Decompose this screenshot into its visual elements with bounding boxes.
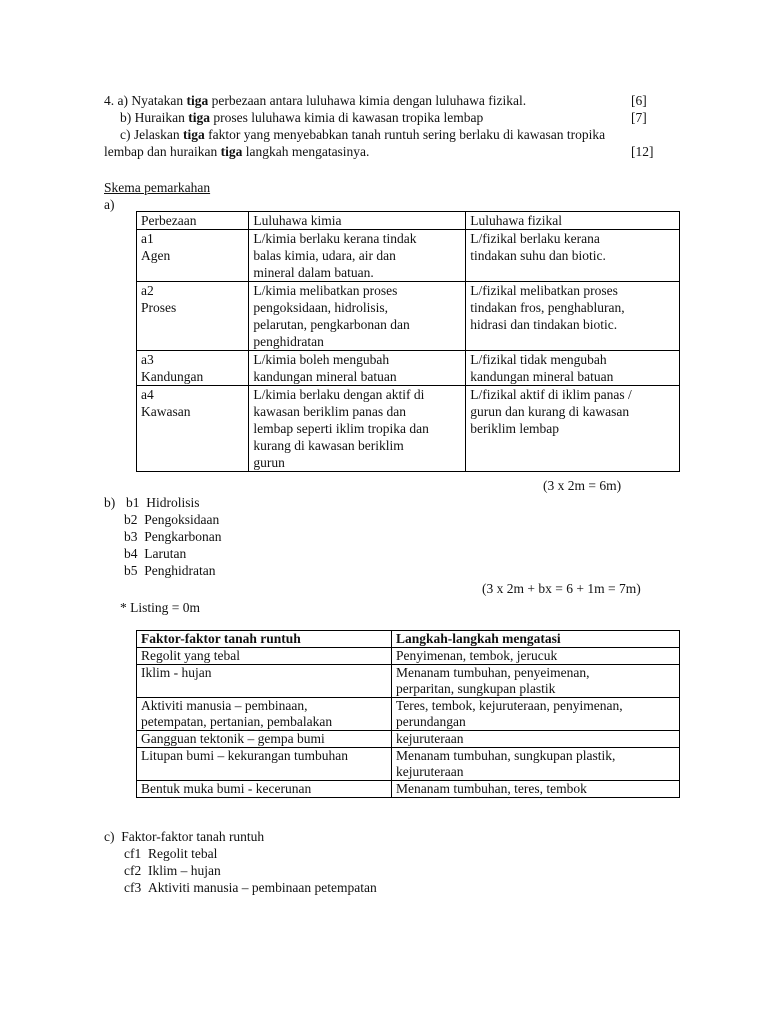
header-langkah: Langkah-langkah mengatasi — [392, 631, 680, 648]
cell-factor — [137, 781, 392, 798]
question-b-text: proses luluhawa kimia di kawasan tropika lembap — [209, 110, 484, 125]
cell-line: L/kimia melibatkan proses — [253, 283, 398, 298]
question-c-marks: [12] — [631, 144, 654, 159]
part-c-heading — [104, 828, 264, 845]
question-c-line2-text: langkah mengatasinya. — [242, 144, 370, 159]
cell-factor — [137, 731, 392, 748]
cell-line: tindakan fros, penghabluran, — [470, 300, 625, 315]
table-row — [137, 748, 680, 781]
cell-line: perundangan — [396, 714, 466, 729]
list-item — [126, 494, 200, 511]
question-b-marks: [7] — [631, 110, 647, 125]
part-b-label: b) — [104, 495, 116, 510]
cell-line: L/fizikal aktif di iklim panas / — [470, 387, 632, 402]
item-code: b1 — [126, 495, 140, 510]
question-b-prefix: b) Huraikan — [120, 110, 189, 125]
header-faktor: Faktor-faktor tanah runtuh — [137, 631, 392, 648]
cell-line: tindakan suhu dan biotic. — [470, 248, 606, 263]
cell-line: Menanam tumbuhan, teres, tembok — [396, 781, 587, 796]
cell-factor — [137, 648, 392, 665]
item-text: Iklim – hujan — [148, 863, 221, 878]
cell-line: penghidratan — [253, 334, 324, 349]
table-row — [137, 648, 680, 665]
item-code: b4 — [124, 546, 138, 561]
cell-line: pengoksidaan, hidrolisis, — [253, 300, 389, 315]
question-c-line2-prefix: lembap dan huraikan — [104, 144, 221, 159]
cell-line: L/kimia boleh mengubah — [253, 352, 390, 367]
cell-steps — [392, 748, 680, 781]
cell-line: kejuruteraan — [396, 731, 464, 746]
item-code: cf3 — [124, 880, 142, 895]
cell-kimia — [249, 386, 466, 472]
weathering-comparison-table — [136, 211, 680, 472]
list-item — [124, 545, 186, 562]
scheme-heading: Skema pemarkahan — [104, 180, 211, 195]
question-a-text: perbezaan antara luluhawa kimia dengan luluhawa fizikal. — [208, 93, 527, 108]
cell-line: Gangguan tektonik – gempa bumi — [141, 731, 325, 746]
row-code: a2 — [141, 283, 154, 298]
cell-line: Teres, tembok, kejuruteraan, penyimenan, — [396, 698, 623, 713]
item-text: Pengkarbonan — [144, 529, 222, 544]
table-header-row — [137, 212, 680, 230]
cell-line: balas kimia, udara, air dan — [253, 248, 396, 263]
cell-line: L/fizikal berlaku kerana — [470, 231, 600, 246]
list-item — [124, 562, 215, 579]
question-c-bold: tiga — [182, 127, 205, 142]
question-c-text: faktor yang menyebabkan tanah runtuh sering berlaku di kawasan tropika — [204, 127, 606, 142]
cell-line: hidrasi dan tindakan biotic. — [470, 317, 618, 332]
row-label — [137, 351, 249, 386]
row-code: a3 — [141, 352, 154, 367]
table-row — [137, 781, 680, 798]
cell-line: Regolit yang tebal — [141, 648, 240, 663]
item-text: Pengoksidaan — [144, 512, 220, 527]
cell-factor — [137, 748, 392, 781]
question-c-line2-bold: tiga — [220, 144, 243, 159]
cell-line: L/fizikal tidak mengubah — [470, 352, 607, 367]
cell-kimia — [249, 230, 466, 282]
question-b — [120, 109, 483, 126]
row-name: Agen — [141, 248, 171, 263]
part-a-label: a) — [104, 197, 115, 212]
cell-line: kejuruteraan — [396, 764, 464, 779]
cell-line: Litupan bumi – kekurangan tumbuhan — [141, 748, 348, 763]
cell-line: Bentuk muka bumi - kecerunan — [141, 781, 312, 796]
table-row — [137, 386, 680, 472]
item-text: Penghidratan — [144, 563, 216, 578]
table-row — [137, 230, 680, 282]
row-name: Kawasan — [141, 404, 191, 419]
row-name: Kandungan — [141, 369, 204, 384]
row-code: a4 — [141, 387, 154, 402]
cell-line: lembap seperti iklim tropika dan — [253, 421, 429, 436]
question-a — [104, 92, 526, 109]
cell-kimia — [249, 282, 466, 351]
cell-fizikal — [466, 230, 680, 282]
list-item — [124, 511, 219, 528]
listing-note: * Listing = 0m — [120, 600, 200, 615]
cell-factor — [137, 698, 392, 731]
cell-line: petempatan, pertanian, pembalakan — [141, 714, 333, 729]
cell-fizikal — [466, 282, 680, 351]
question-a-prefix: 4. a) Nyatakan — [104, 93, 187, 108]
cell-fizikal — [466, 386, 680, 472]
list-item — [124, 879, 377, 896]
table-row — [137, 351, 680, 386]
table-row — [137, 665, 680, 698]
cell-line: beriklim lembap — [470, 421, 560, 436]
cell-line: Menanam tumbuhan, penyeimenan, — [396, 665, 590, 680]
part-c-title: Faktor-faktor tanah runtuh — [121, 829, 265, 844]
item-text: Hidrolisis — [146, 495, 200, 510]
list-item — [124, 845, 217, 862]
question-a-bold: tiga — [186, 93, 209, 108]
cell-steps — [392, 665, 680, 698]
cell-kimia — [249, 351, 466, 386]
list-item — [124, 528, 221, 545]
item-code: cf2 — [124, 863, 142, 878]
table-row — [137, 731, 680, 748]
cell-steps — [392, 698, 680, 731]
header-luluhawa-kimia: Luluhawa kimia — [249, 212, 466, 230]
cell-line: L/kimia berlaku dengan aktif di — [253, 387, 425, 402]
cell-line: Iklim - hujan — [141, 665, 212, 680]
table-row — [137, 282, 680, 351]
cell-line: pelarutan, pengkarbonan dan — [253, 317, 410, 332]
cell-line: kandungan mineral batuan — [470, 369, 614, 384]
part-b-total: (3 x 2m + bx = 6 + 1m = 7m) — [482, 581, 641, 596]
cell-line: kurang di kawasan beriklim — [253, 438, 404, 453]
cell-line: L/kimia berlaku kerana tindak — [253, 231, 417, 246]
cell-line: kandungan mineral batuan — [253, 369, 397, 384]
cell-steps — [392, 731, 680, 748]
item-code: b3 — [124, 529, 138, 544]
cell-line: perparitan, sungkupan plastik — [396, 681, 556, 696]
question-c-prefix: c) Jelaskan — [120, 127, 183, 142]
row-code: a1 — [141, 231, 154, 246]
item-code: b2 — [124, 512, 138, 527]
cell-line: mineral dalam batuan. — [253, 265, 374, 280]
list-item — [124, 862, 221, 879]
row-label — [137, 282, 249, 351]
item-text: Larutan — [144, 546, 187, 561]
cell-line: Penyimenan, tembok, jerucuk — [396, 648, 558, 663]
cell-steps — [392, 648, 680, 665]
part-c-label: c) — [104, 829, 115, 844]
question-a-marks: [6] — [631, 93, 647, 108]
question-c-line2 — [104, 143, 369, 160]
row-label — [137, 230, 249, 282]
cell-line: gurun dan kurang di kawasan — [470, 404, 630, 419]
table-row — [137, 698, 680, 731]
question-c — [120, 126, 605, 143]
header-luluhawa-fizikal: Luluhawa fizikal — [466, 212, 680, 230]
question-b-bold: tiga — [188, 110, 210, 125]
row-name: Proses — [141, 300, 177, 315]
item-text: Regolit tebal — [148, 846, 218, 861]
cell-steps — [392, 781, 680, 798]
landslide-factors-table — [136, 630, 680, 798]
cell-factor — [137, 665, 392, 698]
cell-line: gurun — [253, 455, 285, 470]
item-text: Aktiviti manusia – pembinaan petempatan — [148, 880, 377, 895]
cell-line: Aktiviti manusia – pembinaan, — [141, 698, 308, 713]
cell-fizikal — [466, 351, 680, 386]
cell-line: Menanam tumbuhan, sungkupan plastik, — [396, 748, 616, 763]
cell-line: kawasan beriklim panas dan — [253, 404, 406, 419]
cell-line: L/fizikal melibatkan proses — [470, 283, 618, 298]
row-label — [137, 386, 249, 472]
item-code: b5 — [124, 563, 138, 578]
header-perbezaan: Perbezaan — [137, 212, 249, 230]
table-header-row — [137, 631, 680, 648]
part-a-total: (3 x 2m = 6m) — [543, 478, 622, 493]
item-code: cf1 — [124, 846, 142, 861]
